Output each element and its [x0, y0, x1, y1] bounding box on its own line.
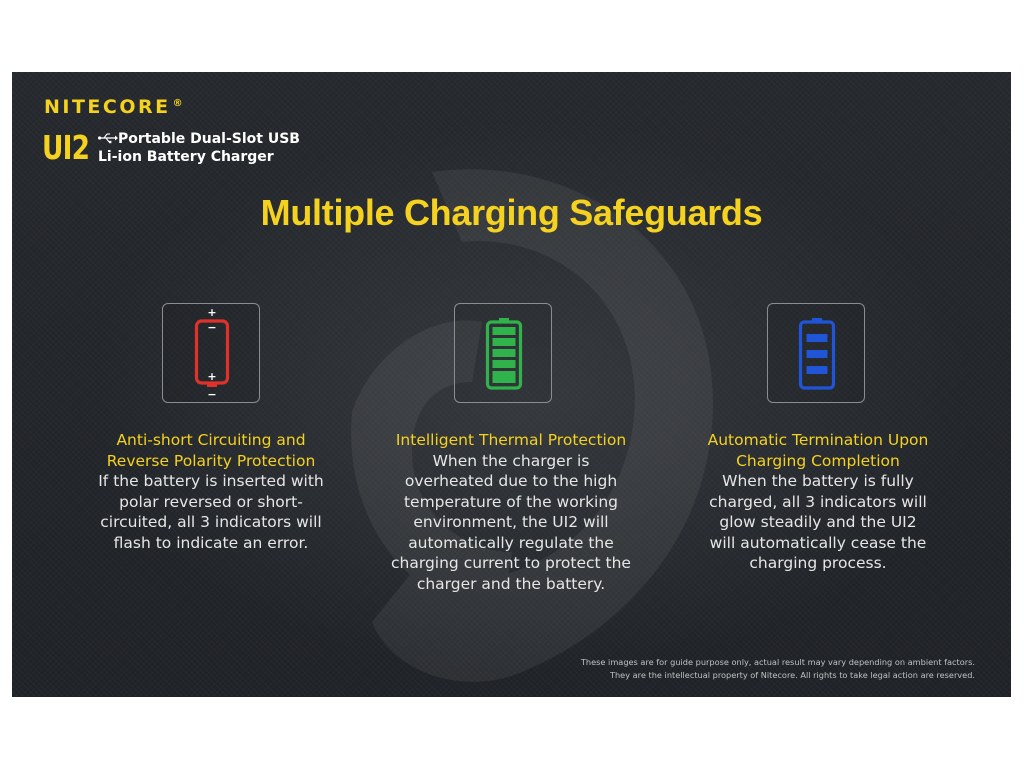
page-title: Multiple Charging Safeguards	[260, 192, 763, 233]
promo-banner	[12, 72, 1011, 697]
product-subtitle	[98, 130, 300, 166]
subtitle-line-2: Li-ion Battery Charger	[98, 149, 274, 165]
feature-text: overheated due to the high	[404, 472, 618, 490]
brand-logo	[44, 96, 183, 118]
feature-icon-box-2	[454, 303, 552, 403]
subtitle-line-1: Portable Dual-Slot USB	[118, 131, 300, 147]
green-battery-icon	[455, 304, 553, 404]
svg-text:−: −	[207, 321, 217, 334]
feature-anti-short	[81, 430, 341, 553]
red-battery-icon	[163, 304, 261, 404]
feature-text: charging process.	[749, 554, 887, 572]
feature-heading: Anti-short Circuiting and	[116, 431, 306, 449]
feature-text: When the battery is fully	[722, 472, 914, 490]
feature-text: automatically regulate the	[408, 533, 614, 552]
feature-text: If the battery is inserted with	[98, 472, 324, 490]
feature-text: temperature of the working	[403, 492, 619, 511]
feature-text: flash to indicate an error.	[113, 533, 309, 552]
disclaimer-line-1: These images are for guide purpose only, actual result may vary depending on ambient factors.	[580, 657, 975, 667]
svg-text:−: −	[207, 388, 217, 401]
feature-heading: Intelligent Thermal Protection	[395, 431, 627, 449]
feature-text: charged, all 3 indicators will	[709, 492, 927, 511]
feature-thermal	[381, 430, 641, 594]
feature-text: When the charger is	[432, 451, 590, 470]
feature-text: glow steadily and the UI2	[719, 513, 917, 531]
feature-text: will automatically cease the	[709, 533, 927, 552]
feature-text: polar reversed or short-	[119, 492, 303, 511]
feature-heading: Charging Completion	[736, 451, 900, 470]
blue-battery-icon	[768, 304, 866, 404]
disclaimer	[581, 656, 975, 682]
model-name: UI2	[42, 128, 90, 167]
feature-text: environment, the UI2 will	[413, 513, 609, 531]
registered-mark: ®	[172, 97, 183, 109]
feature-icon-box-3	[767, 303, 865, 403]
disclaimer-line-2: They are the intellectual property of Nitecore. All rights to take legal action are reserved.	[609, 670, 975, 680]
feature-text: charger and the battery.	[416, 574, 606, 593]
feature-text: charging current to protect the	[391, 554, 631, 572]
brand-name: NITECORE	[44, 96, 171, 118]
feature-icon-box-1	[162, 303, 260, 403]
svg-text:+: +	[207, 370, 217, 383]
feature-auto-termination	[688, 430, 948, 574]
feature-text: circuited, all 3 indicators will	[100, 513, 322, 531]
feature-heading: Reverse Polarity Protection	[106, 451, 316, 470]
svg-text:+: +	[207, 306, 217, 319]
feature-heading: Automatic Termination Upon	[707, 431, 929, 449]
